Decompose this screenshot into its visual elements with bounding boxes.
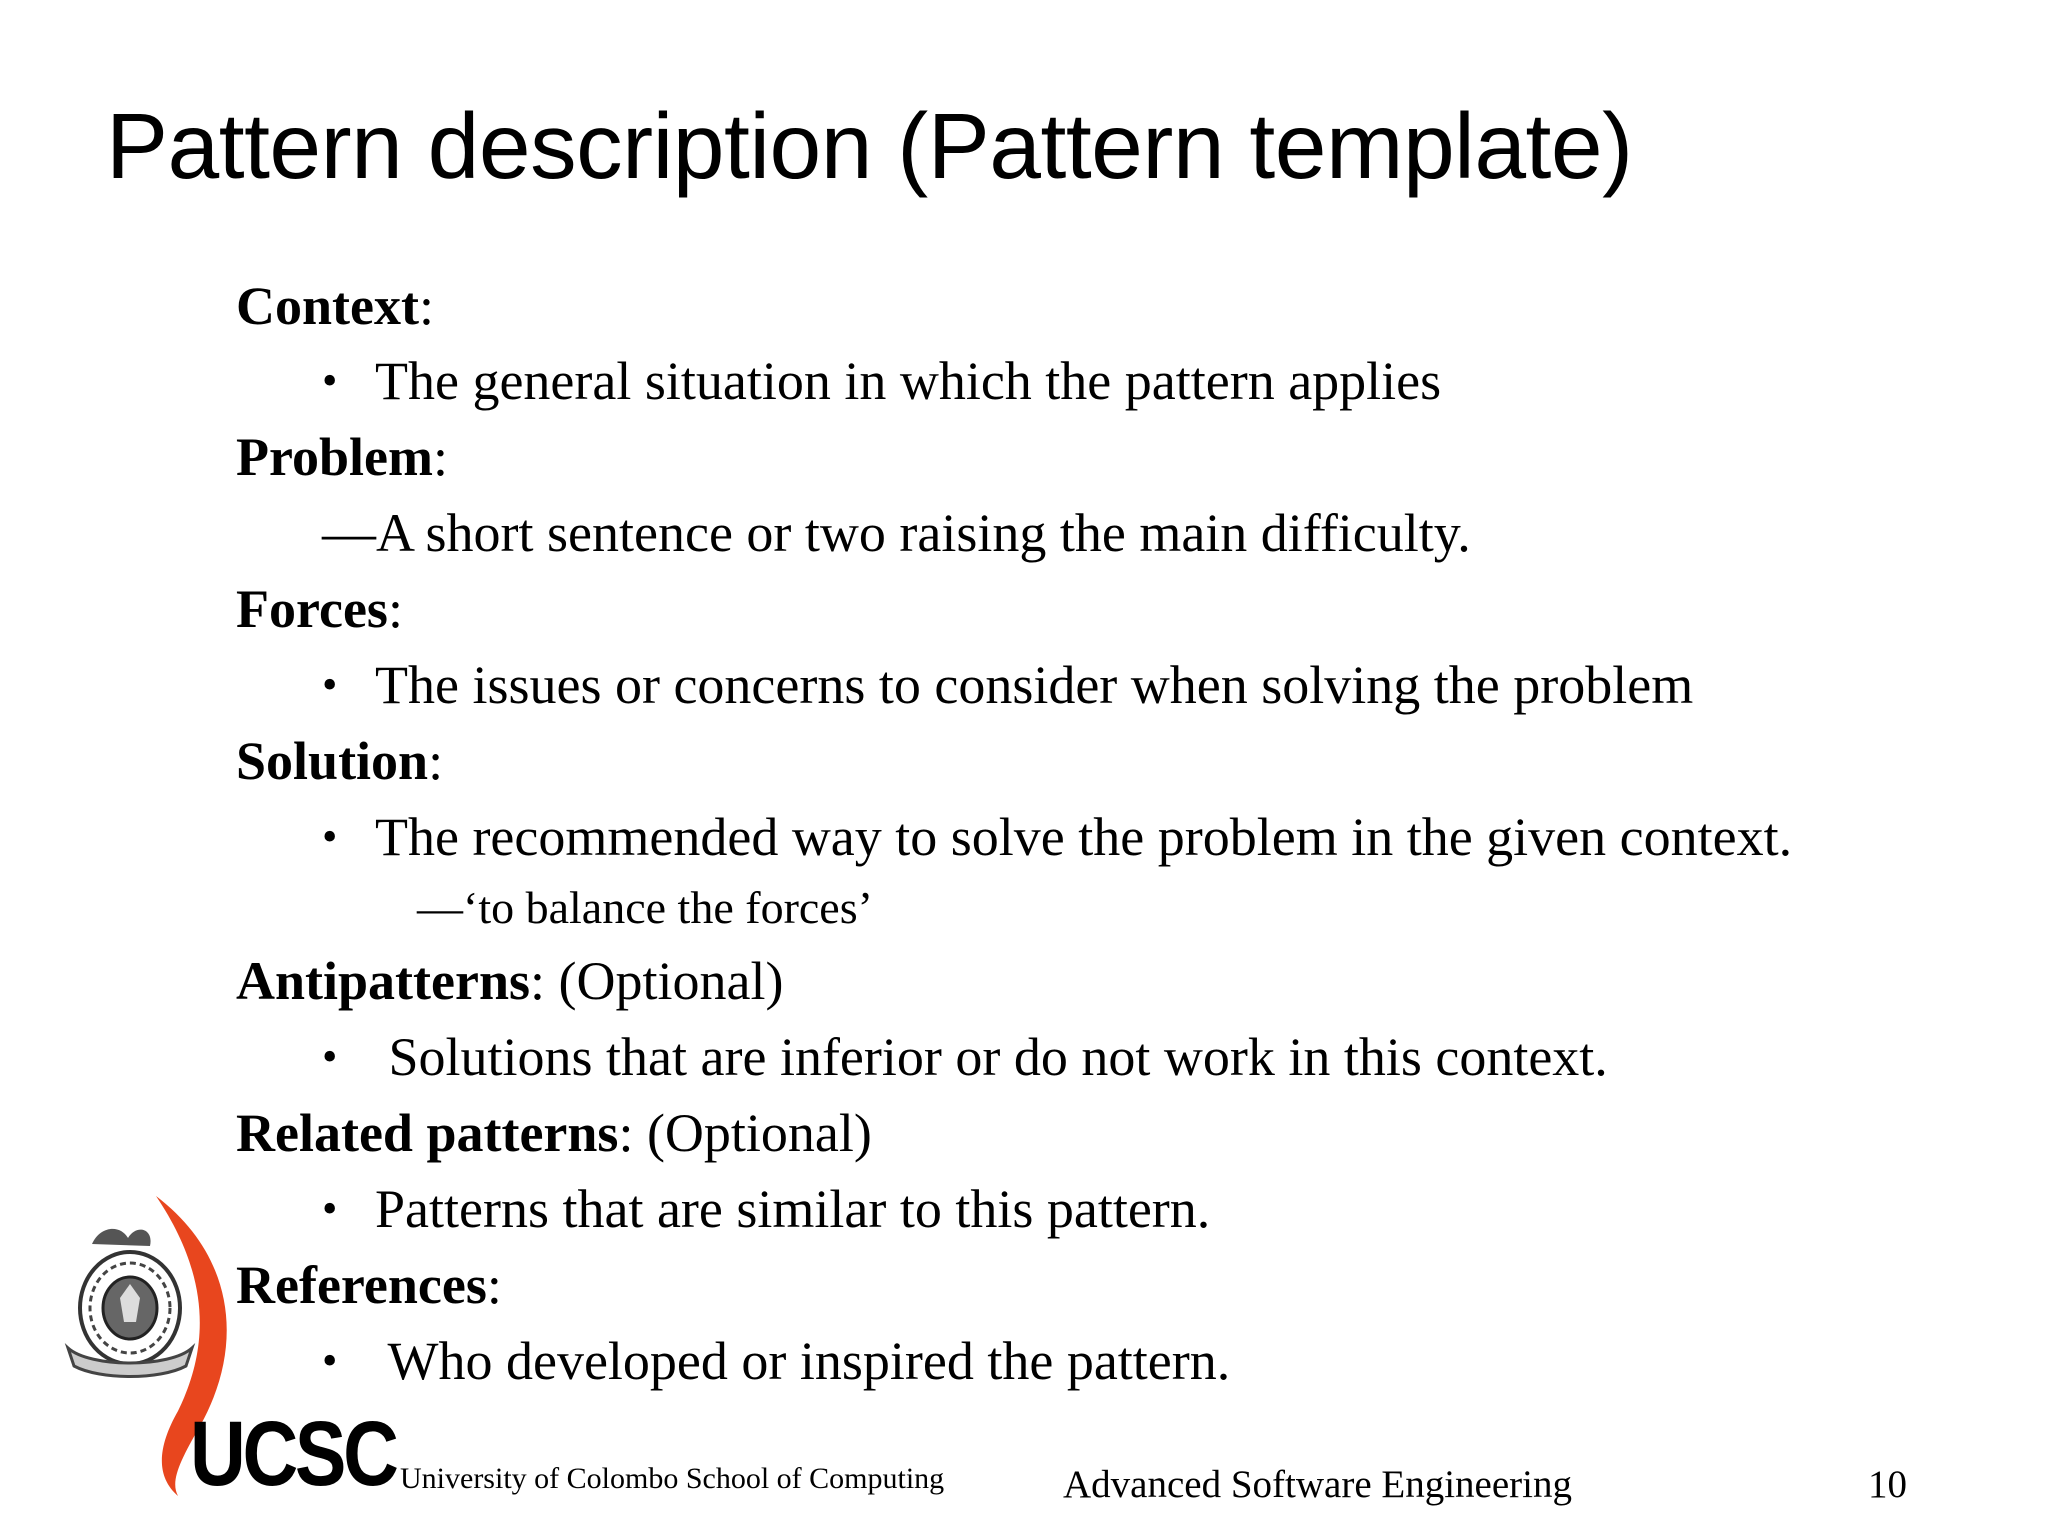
- bullet-glyph: •: [322, 1184, 338, 1233]
- bullet-text: Patterns that are similar to this pattern.: [375, 1179, 1211, 1239]
- section-heading-forces: [236, 579, 403, 639]
- section-heading-antipatterns: [236, 951, 784, 1011]
- section-heading-context: [236, 276, 434, 336]
- footer-course-title: Advanced Software Engineering: [1063, 1463, 1572, 1506]
- footer-university: University of Colombo School of Computing: [400, 1462, 945, 1495]
- university-crest-icon: [68, 1229, 192, 1377]
- bullet-item: [322, 1331, 1231, 1391]
- bullet-text: The issues or concerns to consider when solving the problem: [375, 655, 1694, 715]
- ucsc-logo-text: UCSC: [190, 1403, 396, 1505]
- section-heading-solution: [236, 731, 444, 791]
- heading-suffix: : (Optional): [618, 1103, 872, 1163]
- bullet-item: [322, 1027, 1608, 1087]
- heading-label: Context: [236, 276, 419, 336]
- heading-label: Forces: [236, 579, 388, 639]
- heading-suffix: :: [486, 1255, 502, 1315]
- heading-label: References: [236, 1255, 487, 1315]
- bullet-text: The general situation in which the pattern applies: [375, 351, 1442, 411]
- bullet-item: [322, 807, 1793, 867]
- section-heading-problem: [236, 427, 448, 487]
- bullet-glyph: •: [322, 1336, 338, 1385]
- heading-suffix: :: [418, 276, 434, 336]
- heading-label: Problem: [236, 427, 433, 487]
- bullet-text: Solutions that are inferior or do not work in this context.: [375, 1027, 1608, 1087]
- heading-suffix: :: [387, 579, 403, 639]
- bullet-item: [322, 351, 1442, 411]
- slide-title: Pattern description (Pattern template): [106, 94, 1633, 198]
- dash-item: —A short sentence or two raising the main difficulty.: [322, 503, 1471, 563]
- bullet-glyph: •: [322, 356, 338, 405]
- heading-label: Solution: [236, 731, 429, 791]
- bullet-glyph: •: [322, 1032, 338, 1081]
- page-number: 10: [1868, 1463, 1907, 1506]
- section-heading-related-patterns: [236, 1103, 872, 1163]
- bullet-glyph: •: [322, 660, 338, 709]
- bullet-text: The recommended way to solve the problem in the given context.: [375, 807, 1793, 867]
- heading-suffix: : (Optional): [530, 951, 784, 1011]
- heading-suffix: :: [428, 731, 444, 791]
- bullet-item: [322, 1179, 1211, 1239]
- bullet-glyph: •: [322, 812, 338, 861]
- bullet-text: Who developed or inspired the pattern.: [375, 1331, 1231, 1391]
- heading-label: Related patterns: [236, 1103, 619, 1163]
- heading-suffix: :: [432, 427, 448, 487]
- sub-dash-item: —‘to balance the forces’: [417, 882, 873, 933]
- heading-label: Antipatterns: [236, 951, 530, 1011]
- bullet-item: [322, 655, 1694, 715]
